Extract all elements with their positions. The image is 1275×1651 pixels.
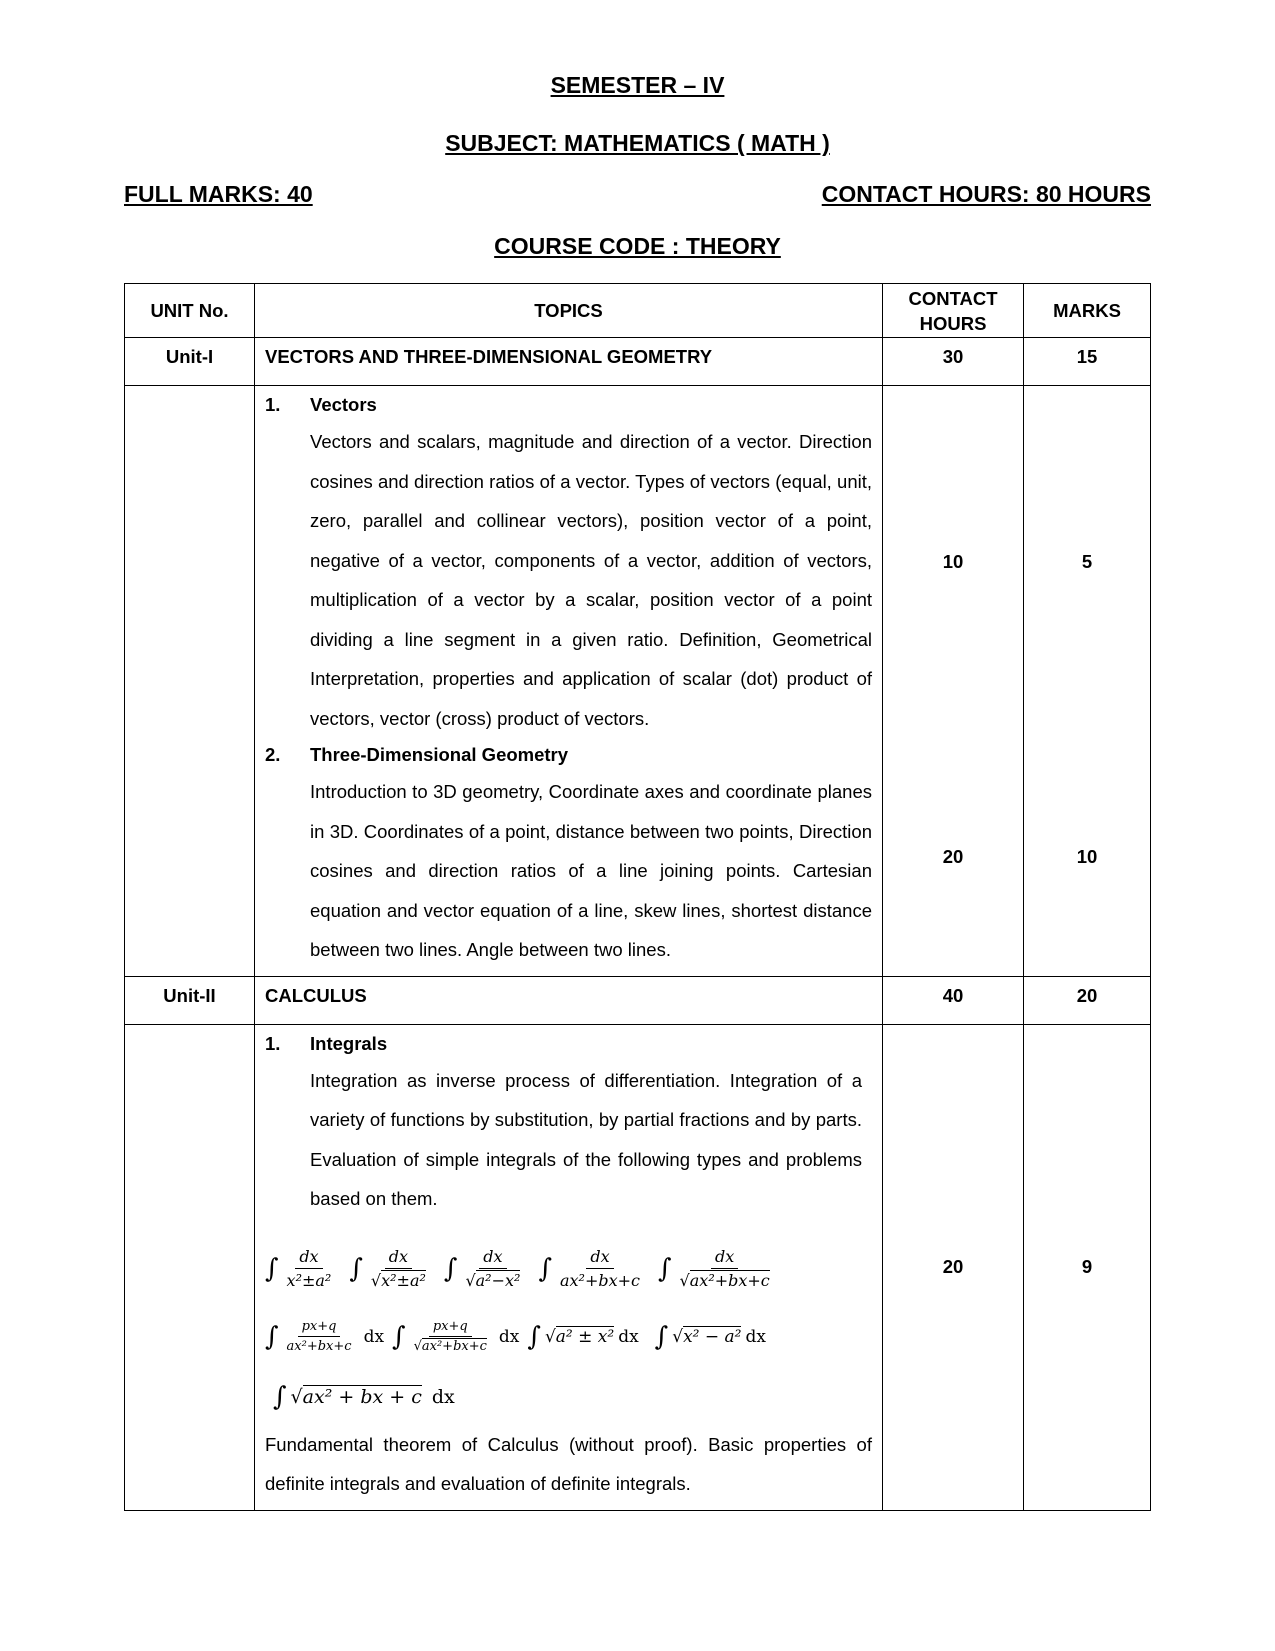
radicand: x² − a² <box>683 1327 742 1347</box>
unit-marks: 20 <box>1024 976 1151 1024</box>
sqrt-sign: √ <box>370 1271 382 1290</box>
header-marks: MARKS <box>1024 284 1151 338</box>
topic-description: Integration as inverse process of differentiation. Integration of a variety of functions by substitution, by partial fractions and by parts. Evaluation of simple integrals of the following types and problems based on them. <box>310 1069 862 1209</box>
topic-number: 1. <box>265 394 281 415</box>
topic-title: Integrals <box>310 1032 388 1054</box>
unit-row <box>125 338 1151 386</box>
unit-marks: 15 <box>1024 338 1151 386</box>
table-row <box>125 1024 1151 1510</box>
sqrt-sign: √ <box>413 1339 422 1354</box>
topic-marks: 10 <box>1024 738 1151 976</box>
numerator: dx <box>385 1247 412 1269</box>
fraction <box>461 1247 524 1290</box>
semester-heading: SEMESTER – IV <box>550 72 725 98</box>
fraction <box>367 1247 430 1290</box>
topic-description: Vectors and scalars, magnitude and direction of a vector. Direction cosines and direction ratios of a vector. Types of vectors (equal, unit, zero, parallel and collinear vectors), position vector of a point, negative of a vector, components of a vector, addition of vectors, multiplication of a vector by a scalar, position vector of a point dividing a line segment in a given ratio. Definition, Geometrical Interpretation, properties and application of scalar (dot) product of vectors, vector (cross) product of vectors. <box>310 431 872 729</box>
unit-title: VECTORS AND THREE-DIMENSIONAL GEOMETRY <box>255 338 883 386</box>
topic-hours: 10 <box>883 386 1024 739</box>
numerator: dx <box>586 1247 613 1269</box>
sqrt-sign: √ <box>290 1385 303 1408</box>
fraction <box>283 1319 356 1354</box>
integral-sign: ∫ <box>265 1253 279 1284</box>
topic-title: Three-Dimensional Geometry <box>310 744 569 765</box>
unit-label: Unit-I <box>125 338 255 386</box>
topic-hours: 20 <box>883 1024 1024 1510</box>
topic-marks: 9 <box>1024 1024 1151 1510</box>
subject-heading: SUBJECT: MATHEMATICS ( MATH ) <box>445 130 830 156</box>
topic-heading <box>265 1031 872 1057</box>
sqrt-sign: √ <box>465 1271 476 1290</box>
integral-sign: ∫ <box>443 1253 458 1284</box>
formula-row <box>273 1375 872 1419</box>
topic-cell <box>255 738 883 976</box>
topic-description: Introduction to 3D geometry, Coordinate axes and coordinate planes in 3D. Coordinates of a point, distance between two points, Direction cosines and direction ratios of a line joining points. Cartesian equation and vector equation of a line, skew lines, shortest distance between two lines. Angle between two lines. <box>310 781 872 960</box>
fraction <box>676 1247 774 1290</box>
denominator: x²±a² <box>286 1271 332 1290</box>
numerator: dx <box>295 1247 322 1269</box>
empty-unit-cell <box>125 386 255 977</box>
fraction <box>283 1247 336 1290</box>
contact-hours: CONTACT HOURS: 80 HOURS <box>821 181 1151 207</box>
topic-cell <box>255 386 883 739</box>
full-marks: FULL MARKS: 40 <box>124 181 313 207</box>
header-hours-label: CONTACT HOURS <box>908 287 998 334</box>
dx-term: dx <box>745 1326 766 1347</box>
numerator: dx <box>711 1247 738 1269</box>
dx-term: dx <box>431 1385 455 1408</box>
integral-sign: ∫ <box>538 1253 552 1284</box>
denominator: ax²+bx+c <box>559 1271 640 1290</box>
header-hours <box>883 284 1024 338</box>
table-row <box>125 738 1151 976</box>
header-topics: TOPICS <box>255 284 883 338</box>
empty-unit-cell <box>125 1024 255 1510</box>
numerator: px+q <box>298 1319 341 1337</box>
denominator <box>676 1269 774 1290</box>
topic-closing-text: Fundamental theorem of Calculus (without proof). Basic properties of definite integrals and evaluation of definite integrals. <box>265 1433 872 1494</box>
topic-hours: 20 <box>883 738 1024 976</box>
dx-term: dx <box>618 1326 639 1347</box>
dx-term: dx <box>498 1326 520 1347</box>
denominator <box>461 1269 524 1290</box>
unit-label: Unit-II <box>125 976 255 1024</box>
unit-row <box>125 976 1151 1024</box>
sqrt-sign: √ <box>544 1326 556 1347</box>
table-row <box>125 386 1151 739</box>
topic-title: Vectors <box>310 394 377 415</box>
sqrt-sign: √ <box>672 1326 684 1347</box>
header-unit: UNIT No. <box>125 284 255 338</box>
topic-number: 2. <box>265 744 281 765</box>
integral-sign: ∫ <box>392 1321 406 1352</box>
unit-hours: 30 <box>883 338 1024 386</box>
denominator <box>410 1337 491 1354</box>
topic-cell <box>255 1024 883 1510</box>
course-code: COURSE CODE : THEORY <box>494 233 781 259</box>
radicand: ax²+bx+c <box>689 1271 770 1290</box>
radicand: a² ± x² <box>555 1327 615 1347</box>
integral-sign: ∫ <box>265 1321 279 1352</box>
radicand: ax²+bx+c <box>421 1339 487 1354</box>
table-header-row <box>125 284 1151 338</box>
denominator <box>367 1269 430 1290</box>
topic-number: 1. <box>265 1032 281 1054</box>
syllabus-table <box>124 283 1151 1511</box>
sqrt-sign: √ <box>679 1271 690 1290</box>
topic-heading <box>265 742 872 768</box>
topic-heading <box>265 392 872 418</box>
formula-row <box>265 1241 872 1297</box>
integral-sign: ∫ <box>658 1253 672 1284</box>
dx-term: dx <box>363 1326 385 1347</box>
fraction <box>556 1247 644 1290</box>
formula-row <box>265 1309 872 1365</box>
numerator: px+q <box>429 1319 472 1337</box>
integral-sign: ∫ <box>527 1321 541 1352</box>
integral-sign: ∫ <box>654 1321 669 1352</box>
fraction <box>410 1319 491 1354</box>
unit-title: CALCULUS <box>255 976 883 1024</box>
unit-hours: 40 <box>883 976 1024 1024</box>
numerator: dx <box>479 1247 506 1269</box>
integral-sign: ∫ <box>349 1253 363 1284</box>
topic-marks: 5 <box>1024 386 1151 739</box>
radicand: x²±a² <box>381 1271 426 1290</box>
radicand: a²−x² <box>475 1271 521 1290</box>
denominator: ax²+bx+c <box>286 1339 352 1354</box>
radicand: ax² + bx + c <box>302 1386 422 1408</box>
integral-sign: ∫ <box>273 1381 287 1412</box>
